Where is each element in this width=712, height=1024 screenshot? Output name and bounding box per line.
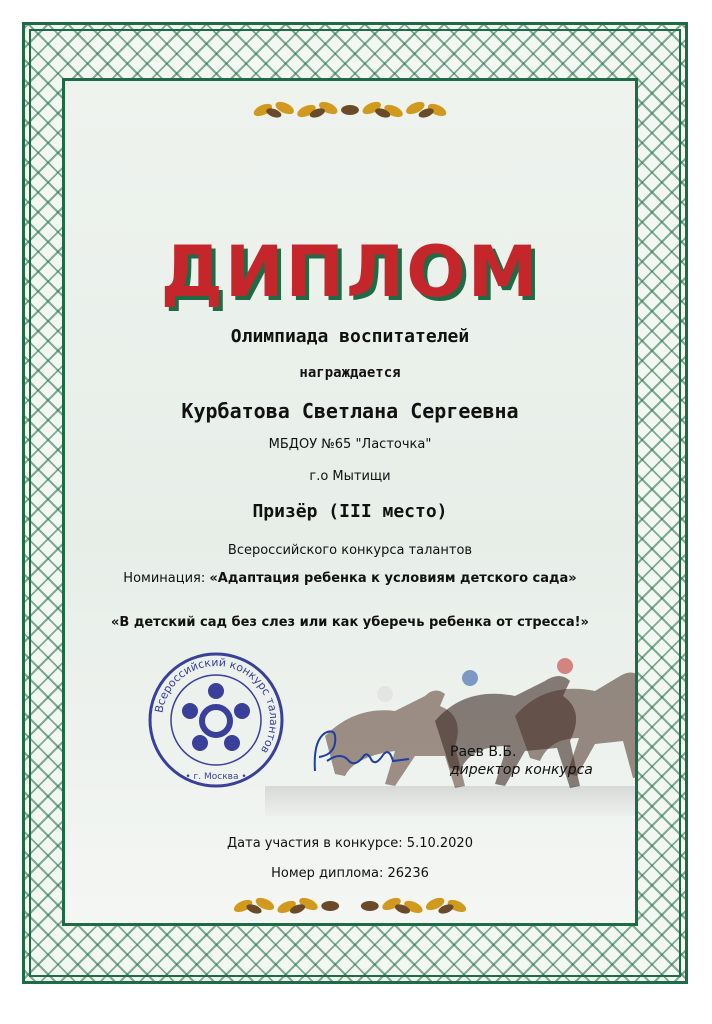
diploma-number: Номер диплома: 26236 xyxy=(271,866,429,881)
director-block xyxy=(450,744,593,778)
contest-seal xyxy=(147,651,285,789)
awarded-label: награждается xyxy=(299,365,401,381)
laurel-ornament-bottom xyxy=(65,891,635,921)
diploma-panel xyxy=(62,78,638,926)
director-signature xyxy=(305,721,415,781)
olympiad-name: Олимпиада воспитателей xyxy=(230,326,470,347)
contest-name: Всероссийского конкурса талантов xyxy=(227,543,473,558)
award-place: Призёр (III место) xyxy=(252,501,448,522)
organization: МБДОУ №65 "Ласточка" xyxy=(268,437,432,452)
seal-ring-text: Всероссийский конкурс талантов xyxy=(152,655,281,756)
nomination-value: «Адаптация ребенка к условиям детского сада» xyxy=(209,571,577,586)
participation-date: Дата участия в конкурсе: 5.10.2020 xyxy=(227,836,473,851)
nomination xyxy=(65,571,635,587)
city: г.о Мытищи xyxy=(309,469,391,484)
seal-city-text: • г. Москва • xyxy=(185,772,247,782)
laurel-ornament-top xyxy=(65,95,635,125)
director-role: директор конкурса xyxy=(450,762,593,778)
director-name: Раев В.Б. xyxy=(450,744,517,760)
work-title: «В детский сад без слез или как уберечь ребенка от стресса!» xyxy=(111,615,589,630)
diploma-title: ДИПЛОМ xyxy=(160,231,540,313)
recipient-name: Курбатова Светлана Сергеевна xyxy=(181,399,519,423)
people-emblem-icon xyxy=(182,683,250,751)
nomination-label: Номинация: xyxy=(123,571,210,586)
